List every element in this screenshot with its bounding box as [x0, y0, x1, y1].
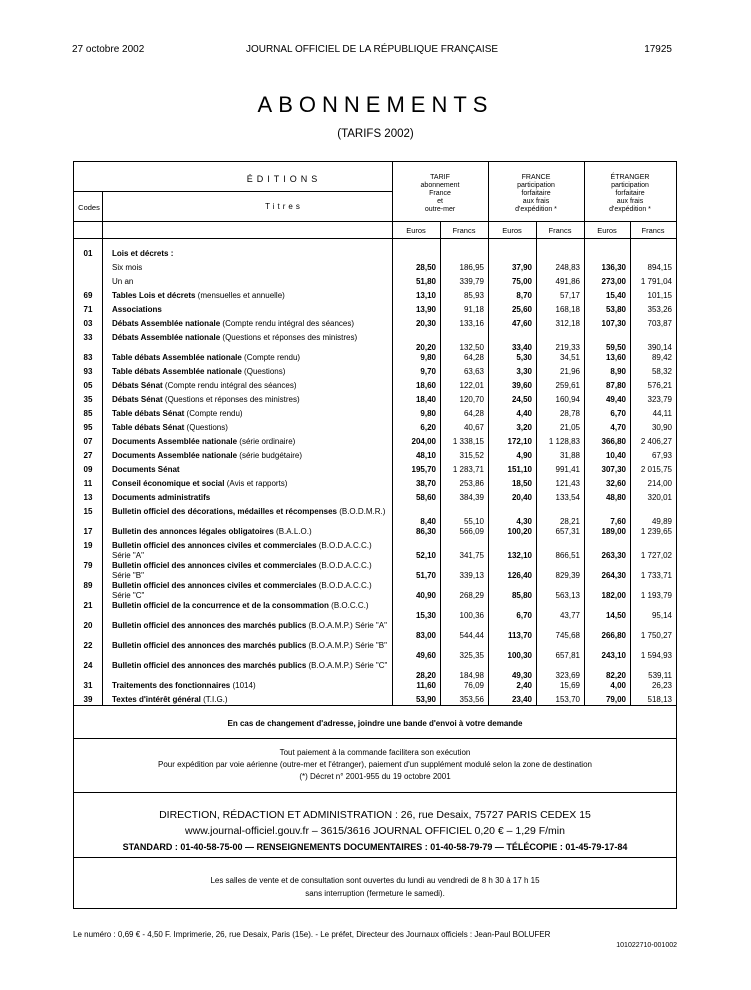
- row-value: 339,79: [459, 277, 484, 286]
- row-code: 35: [83, 395, 93, 404]
- row-value: 136,30: [601, 263, 626, 272]
- row-value: 315,52: [459, 451, 484, 460]
- row-value: 120,70: [459, 395, 484, 404]
- row-value: 67,93: [651, 451, 672, 460]
- row-title: Bulletin officiel des décorations, médailles et récompenses (B.O.D.M.R.): [112, 507, 386, 516]
- row-value: 320,01: [647, 493, 672, 502]
- sales-info: Les salles de vente et de consultation sont ouvertes du lundi au vendredi de 8 h 30 à 17 h 15 sans interruption (fermeture le samedi).: [210, 876, 540, 898]
- row-value: 8,70: [516, 291, 532, 300]
- row-value: 2 015,75: [640, 465, 672, 474]
- row-value: 1 791,04: [640, 277, 672, 286]
- row-code: 27: [83, 451, 93, 460]
- page-number: 17925: [644, 44, 672, 55]
- row-value: 323,79: [647, 395, 672, 404]
- row-value: 43,77: [559, 611, 580, 620]
- row-title: Textes d'intérêt général (T.I.G.): [112, 695, 228, 704]
- row-value: 390,14: [647, 343, 672, 352]
- row-value: 189,00: [601, 527, 626, 536]
- row-code: 69: [83, 291, 93, 300]
- row-value: 26,23: [651, 681, 672, 690]
- titres-heading: Titres: [265, 202, 303, 211]
- row-value: 264,30: [601, 571, 626, 580]
- row-value: 1 193,79: [640, 591, 672, 600]
- row-value: 49,30: [511, 671, 532, 680]
- row-value: 21,05: [559, 423, 580, 432]
- footer-text: Le numéro : 0,69 € - 4,50 F. Imprimerie, 26, rue Desaix, Paris (15e). - Le préfet, Directeur des Journaux officiels : Jean-Paul BOLUFER: [73, 930, 551, 939]
- row-value: 28,21: [559, 517, 580, 526]
- row-value: 49,40: [605, 395, 626, 404]
- row-value: 126,40: [507, 571, 532, 580]
- row-value: 7,60: [610, 517, 626, 526]
- row-code: 93: [83, 367, 93, 376]
- row-value: 1 733,71: [640, 571, 672, 580]
- row-value: 312,18: [555, 319, 580, 328]
- row-value: 214,00: [647, 479, 672, 488]
- row-value: 49,89: [651, 517, 672, 526]
- row-value: 353,56: [459, 695, 484, 704]
- row-title: Associations: [112, 305, 162, 314]
- row-title: Bulletin officiel des annonces civiles et commerciales (B.O.D.A.C.C.) Série "B": [112, 561, 372, 580]
- row-code: 17: [83, 527, 93, 536]
- row-value: 107,30: [601, 319, 626, 328]
- row-value: 10,40: [605, 451, 626, 460]
- row-value: 168,18: [555, 305, 580, 314]
- tarif-heading: TARIF abonnement France et outre-mer: [420, 174, 460, 213]
- row-value: 1 128,83: [548, 437, 580, 446]
- row-value: 75,00: [511, 277, 532, 286]
- direction-info: DIRECTION, RÉDACTION ET ADMINISTRATION : 26, rue Desaix, 75727 PARIS CEDEX 15 www.journal-officiel.gouv.fr – 3615/3616 JOURNAL OFFICIEL 0,20 € – 1,29 F/min STANDARD : 01-40-58-75-00 — RENSEIGNEMENTS DOCUMENTAIRES : 01-40-58-79-79 — TÉLÉCOPIE : 01-45-79-17-84: [74, 793, 676, 858]
- row-value: 30,90: [651, 423, 672, 432]
- row-value: 518,13: [647, 695, 672, 704]
- row-code: 31: [83, 681, 93, 690]
- row-value: 40,90: [415, 591, 436, 600]
- row-title: Débats Assemblée nationale (Questions et réponses des ministres): [112, 333, 358, 342]
- row-title: Table débats Sénat (Compte rendu): [112, 409, 243, 418]
- row-value: 113,70: [507, 631, 532, 640]
- row-value: 39,60: [511, 381, 532, 390]
- row-value: 339,13: [459, 571, 484, 580]
- row-value: 182,00: [601, 591, 626, 600]
- row-value: 15,69: [559, 681, 580, 690]
- row-value: 37,90: [511, 263, 532, 272]
- row-value: 160,94: [555, 395, 580, 404]
- row-code: 39: [83, 695, 93, 704]
- row-value: 657,31: [555, 527, 580, 536]
- row-value: 122,01: [459, 381, 484, 390]
- row-value: 9,80: [420, 353, 436, 362]
- row-value: 6,70: [610, 409, 626, 418]
- row-value: 48,80: [605, 493, 626, 502]
- table-header: [74, 162, 676, 222]
- row-value: 11,60: [416, 681, 436, 690]
- row-value: 325,35: [459, 651, 484, 660]
- row-value: 63,63: [463, 367, 484, 376]
- row-value: 1 338,15: [452, 437, 484, 446]
- row-code: 33: [83, 333, 93, 342]
- row-value: 273,00: [601, 277, 626, 286]
- row-code: 11: [83, 479, 93, 488]
- row-value: 132,10: [507, 551, 532, 560]
- row-value: 3,30: [516, 367, 532, 376]
- row-title: Six mois: [112, 263, 143, 272]
- row-value: 991,41: [555, 465, 580, 474]
- row-value: 28,20: [415, 671, 436, 680]
- row-title: Bulletin officiel des annonces civiles et commerciales (B.O.D.A.C.C.) Série "C": [112, 581, 372, 600]
- row-title: Tables Lois et décrets (mensuelles et annuelle): [112, 291, 285, 300]
- row-value: 268,29: [459, 591, 484, 600]
- row-value: 8,90: [610, 367, 626, 376]
- row-value: 1 594,93: [640, 651, 672, 660]
- row-value: 15,40: [605, 291, 626, 300]
- row-value: 219,33: [555, 343, 580, 352]
- row-title: Table débats Assemblée nationale (Questions): [112, 367, 286, 376]
- row-value: 58,32: [651, 367, 672, 376]
- row-value: 132,50: [459, 343, 484, 352]
- row-value: 544,44: [459, 631, 484, 640]
- footer-ref: 101022710-001002: [616, 942, 677, 949]
- row-value: 829,39: [555, 571, 580, 580]
- row-value: 341,75: [459, 551, 484, 560]
- row-value: 576,21: [647, 381, 672, 390]
- row-value: 18,50: [511, 479, 532, 488]
- row-value: 44,11: [652, 409, 672, 418]
- row-title: Conseil économique et social (Avis et rapports): [112, 479, 288, 488]
- row-value: 4,90: [516, 451, 532, 460]
- page-footer: [73, 930, 677, 949]
- row-code: 07: [83, 437, 93, 446]
- row-value: 57,17: [559, 291, 580, 300]
- row-title: Traitements des fonctionnaires (1014): [112, 681, 256, 690]
- row-value: 566,09: [459, 527, 484, 536]
- row-value: 4,70: [610, 423, 626, 432]
- row-value: 48,10: [415, 451, 436, 460]
- row-value: 53,80: [605, 305, 626, 314]
- row-value: 1 727,02: [640, 551, 672, 560]
- row-value: 2 406,27: [640, 437, 672, 446]
- row-value: 745,68: [555, 631, 580, 640]
- header-date: 27 octobre 2002: [72, 44, 145, 55]
- row-value: 87,80: [605, 381, 626, 390]
- row-value: 894,15: [647, 263, 672, 272]
- row-value: 24,50: [511, 395, 532, 404]
- row-value: 366,80: [601, 437, 626, 446]
- row-value: 248,83: [555, 263, 580, 272]
- row-value: 8,40: [420, 517, 436, 526]
- row-code: 13: [83, 493, 93, 502]
- row-title: Un an: [112, 277, 134, 286]
- row-value: 18,40: [415, 395, 436, 404]
- row-title: Bulletin officiel des annonces civiles et commerciales (B.O.D.A.C.C.) Série "A": [112, 541, 372, 560]
- row-value: 657,81: [555, 651, 580, 660]
- row-value: 76,09: [463, 681, 484, 690]
- row-value: 266,80: [601, 631, 626, 640]
- row-value: 121,43: [555, 479, 580, 488]
- row-value: 6,20: [420, 423, 436, 432]
- row-value: 23,40: [511, 695, 532, 704]
- row-value: 28,50: [415, 263, 436, 272]
- row-value: 32,60: [605, 479, 626, 488]
- row-value: 33,40: [511, 343, 532, 352]
- row-title: Documents Sénat: [112, 465, 180, 474]
- row-value: 384,39: [459, 493, 484, 502]
- row-value: 59,50: [605, 343, 626, 352]
- row-code: 09: [83, 465, 93, 474]
- row-value: 9,70: [420, 367, 436, 376]
- row-value: 38,70: [415, 479, 436, 488]
- row-value: 18,60: [415, 381, 436, 390]
- row-value: 866,51: [555, 551, 580, 560]
- row-value: 28,78: [559, 409, 580, 418]
- row-value: 34,51: [559, 353, 580, 362]
- row-code: 83: [83, 353, 93, 362]
- row-value: 4,40: [516, 409, 532, 418]
- row-value: 259,61: [555, 381, 580, 390]
- row-code: 79: [83, 561, 93, 570]
- row-value: 186,95: [459, 263, 484, 272]
- row-value: 1 239,65: [640, 527, 672, 536]
- row-value: 307,30: [601, 465, 626, 474]
- row-title: Débats Assemblée nationale (Compte rendu intégral des séances): [112, 319, 355, 328]
- row-value: 100,20: [507, 527, 532, 536]
- row-value: 53,90: [415, 695, 436, 704]
- row-code: 15: [83, 507, 93, 516]
- row-value: 51,70: [415, 571, 436, 580]
- row-value: 563,13: [555, 591, 580, 600]
- row-value: 101,15: [647, 291, 672, 300]
- row-value: 13,90: [415, 305, 436, 314]
- codes-heading: Codes: [78, 203, 100, 212]
- row-title: Lois et décrets :: [112, 249, 174, 258]
- row-value: 153,70: [555, 695, 580, 704]
- row-value: 4,00: [610, 681, 626, 690]
- row-value: 20,40: [511, 493, 532, 502]
- editions-heading: ÉDITIONS: [246, 174, 322, 184]
- row-code: 85: [83, 409, 93, 418]
- row-value: 195,70: [411, 465, 436, 474]
- row-value: 3,20: [516, 423, 532, 432]
- row-value: 172,10: [507, 437, 532, 446]
- row-value: 184,98: [459, 671, 484, 680]
- row-value: 243,10: [601, 651, 626, 660]
- row-value: 20,30: [415, 319, 436, 328]
- row-value: 5,30: [516, 353, 532, 362]
- row-value: 55,10: [463, 517, 484, 526]
- row-value: 100,36: [459, 611, 484, 620]
- row-title: Bulletin des annonces légales obligatoires (B.A.L.O.): [112, 527, 312, 536]
- row-title: Bulletin officiel des annonces des marchés publics (B.O.A.M.P.) Série "C": [112, 661, 388, 670]
- row-value: 100,30: [507, 651, 532, 660]
- row-value: 89,42: [651, 353, 672, 362]
- row-title: Table débats Sénat (Questions): [112, 423, 228, 432]
- row-value: 86,30: [415, 527, 436, 536]
- row-value: 204,00: [411, 437, 436, 446]
- row-code: 24: [83, 661, 93, 670]
- row-code: 20: [83, 621, 93, 630]
- header-journal: JOURNAL OFFICIEL DE LA RÉPUBLIQUE FRANÇAISE: [245, 44, 499, 55]
- row-value: 151,10: [507, 465, 532, 474]
- row-title: Bulletin officiel des annonces des marchés publics (B.O.A.M.P.) Série "A": [112, 621, 387, 630]
- row-title: Documents administratifs: [112, 493, 211, 502]
- etranger-heading: ÉTRANGER participation forfaitaire aux frais d'expédition *: [609, 174, 651, 213]
- row-value: 13,60: [605, 353, 626, 362]
- row-title: Débats Sénat (Compte rendu intégral des séances): [112, 381, 297, 390]
- row-value: 25,60: [511, 305, 532, 314]
- units-row: Euros Francs Euros Francs Euros Francs: [74, 222, 676, 239]
- row-value: 91,18: [463, 305, 484, 314]
- row-value: 6,70: [516, 611, 532, 620]
- row-value: 1 283,71: [452, 465, 484, 474]
- row-value: 82,20: [605, 671, 626, 680]
- row-value: 49,60: [415, 651, 436, 660]
- row-value: 133,54: [555, 493, 580, 502]
- row-title: Débats Sénat (Questions et réponses des ministres): [112, 395, 300, 404]
- row-value: 31,88: [559, 451, 580, 460]
- row-code: 01: [83, 249, 93, 258]
- row-value: 4,30: [516, 517, 532, 526]
- row-value: 15,30: [415, 611, 436, 620]
- row-code: 22: [83, 641, 93, 650]
- row-value: 52,10: [415, 551, 436, 560]
- page-title: ABONNEMENTS: [257, 92, 494, 117]
- row-value: 13,10: [415, 291, 436, 300]
- row-value: 51,80: [415, 277, 436, 286]
- row-value: 9,80: [420, 409, 436, 418]
- row-value: 64,28: [463, 409, 484, 418]
- row-value: 491,86: [555, 277, 580, 286]
- row-value: 353,26: [647, 305, 672, 314]
- row-value: 323,69: [555, 671, 580, 680]
- row-value: 21,96: [559, 367, 580, 376]
- row-value: 85,80: [511, 591, 532, 600]
- row-code: 19: [83, 541, 93, 550]
- row-value: 95,14: [651, 611, 672, 620]
- row-value: 253,86: [459, 479, 484, 488]
- row-value: 47,60: [511, 319, 532, 328]
- row-title: Bulletin officiel des annonces des marchés publics (B.O.A.M.P.) Série "B": [112, 641, 387, 650]
- row-value: 58,60: [415, 493, 436, 502]
- row-value: 133,16: [459, 319, 484, 328]
- row-title: Documents Assemblée nationale (série budgétaire): [112, 451, 302, 460]
- row-code: 05: [83, 381, 93, 390]
- row-title: Documents Assemblée nationale (série ordinaire): [112, 437, 296, 446]
- payment-info: Tout paiement à la commande facilitera son exécution Pour expédition par voie aérienne (outre-mer et l'étranger), paiement d'un supplément modulé selon la zone de destination (*) Décret n° 2001-955 du 19 octobre 2001: [74, 739, 676, 793]
- row-code: 95: [83, 423, 93, 432]
- row-value: 40,67: [463, 423, 484, 432]
- row-title: Bulletin officiel de la concurrence et de la consommation (B.O.C.C.): [112, 601, 369, 610]
- france-heading: FRANCE participation forfaitaire aux frais d'expédition *: [515, 174, 557, 213]
- row-code: 89: [83, 581, 93, 590]
- row-title: Table débats Assemblée nationale (Compte rendu): [112, 353, 301, 362]
- row-code: 21: [83, 601, 93, 610]
- row-code: 03: [83, 319, 93, 328]
- row-value: 79,00: [605, 695, 626, 704]
- row-value: 2,40: [516, 681, 532, 690]
- row-value: 539,11: [648, 671, 672, 680]
- row-value: 64,28: [463, 353, 484, 362]
- row-code: 71: [83, 305, 93, 314]
- address-change-notice: En cas de changement d'adresse, joindre une bande d'envoi à votre demande: [74, 705, 676, 739]
- row-value: 85,93: [463, 291, 484, 300]
- row-value: 14,50: [605, 611, 626, 620]
- row-value: 83,00: [415, 631, 436, 640]
- row-value: 1 750,27: [640, 631, 672, 640]
- row-value: 20,20: [415, 343, 436, 352]
- page-subtitle: (TARIFS 2002): [337, 128, 414, 140]
- row-value: 703,87: [647, 319, 672, 328]
- row-value: 263,30: [601, 551, 626, 560]
- tariff-table: [73, 161, 677, 909]
